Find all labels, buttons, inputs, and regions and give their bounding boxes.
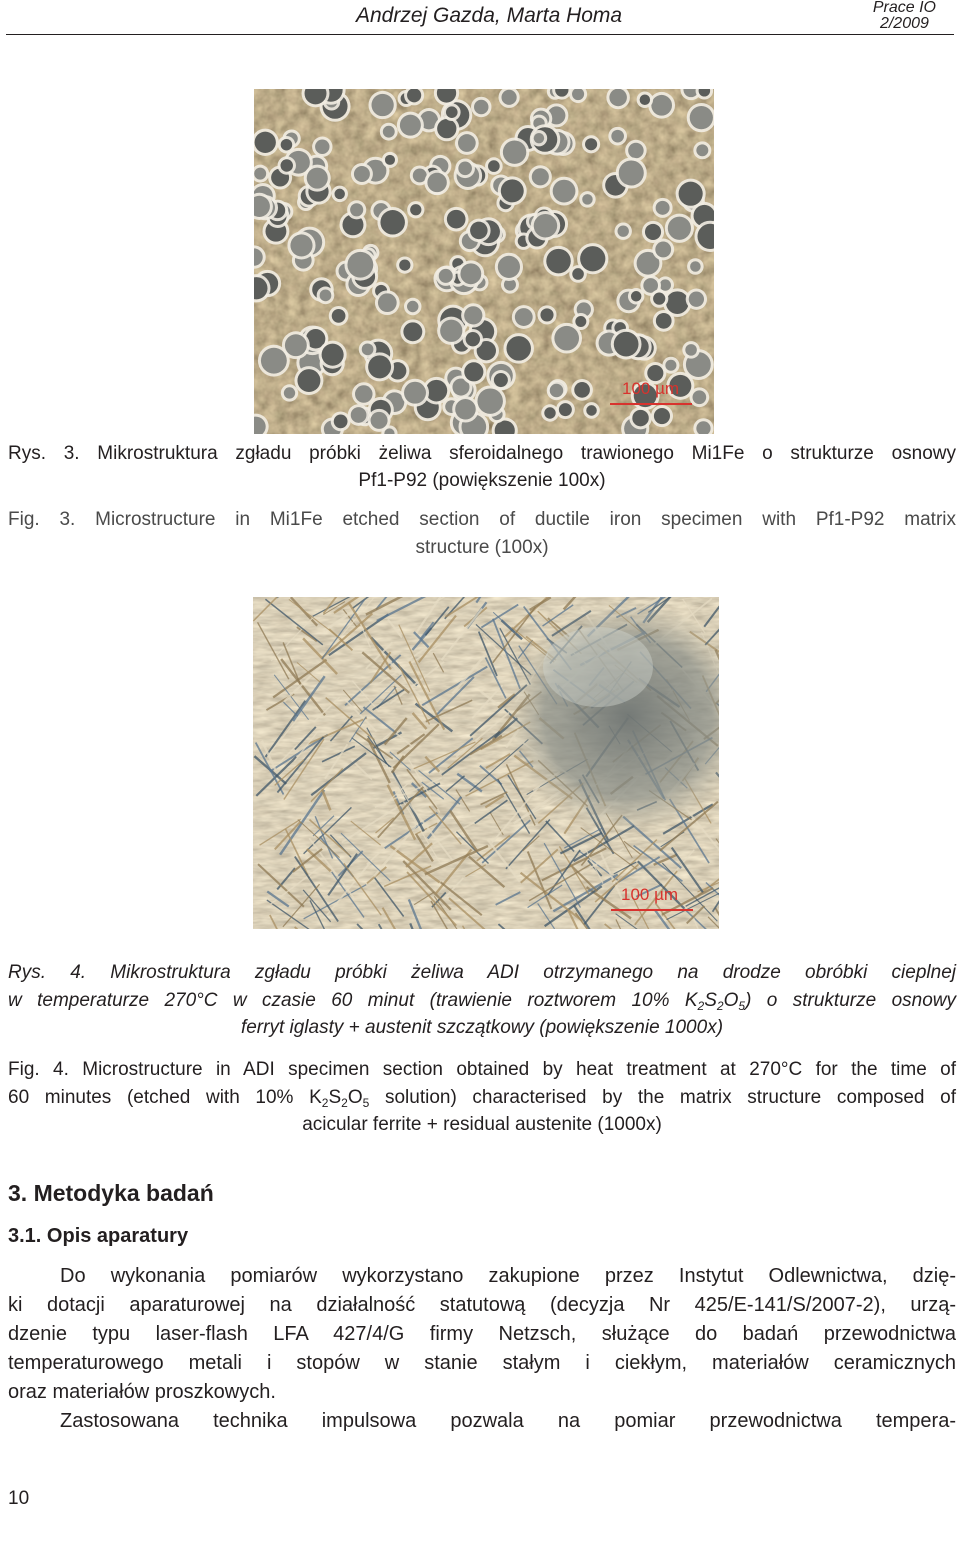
figure-4-caption-en-line3: acicular ferrite + residual austenite (1000x) bbox=[302, 1114, 662, 1135]
paragraph-1-line: ki dotacji aparaturowej na działalność statutową (decyzja Nr 425/E-141/S/2007-2), urzą- bbox=[8, 1294, 956, 1316]
journal-name: Prace IO bbox=[872, 0, 936, 16]
running-header-journal bbox=[873, 0, 936, 32]
paragraph-1-line: Do wykonania pomiarów wykorzystano zakupione przez Instytut Odlewnictwa, dzię- bbox=[60, 1265, 956, 1287]
section-heading: 3. Metodyka badań bbox=[8, 1180, 214, 1206]
header-rule bbox=[6, 34, 954, 35]
scale-bar bbox=[610, 403, 692, 405]
micrograph-image-adi bbox=[253, 597, 719, 929]
figure-4-caption-pl-line1: Rys. 4. Mikrostruktura zgładu próbki żeliwa ADI otrzymanego na drodze obróbki cieplnej bbox=[8, 962, 956, 983]
figure-4-caption-en-line1: Fig. 4. Microstructure in ADI specimen section obtained by heat treatment at 270°C for the time of bbox=[8, 1059, 956, 1080]
scale-label: 100 µm bbox=[621, 885, 679, 904]
scale-bar bbox=[611, 909, 693, 911]
figure-4-caption-pl-line3: ferryt iglasty + austenit szczątkowy (powiększenie 1000x) bbox=[240, 1017, 724, 1038]
figure-3-caption-pl-line1: Rys. 3. Mikrostruktura zgładu próbki żeliwa sferoidalnego trawionego Mi1Fe o strukturze osnowy bbox=[8, 443, 956, 464]
subsection-heading: 3.1. Opis aparatury bbox=[8, 1225, 189, 1247]
figure-4-caption-en-line2: 60 minutes (etched with 10% $K_2S_2O_5$ solution) characterised by the matrix structure composed of bbox=[8, 1087, 956, 1110]
figure-3-caption-en-line1: Fig. 3. Microstructure in Mi1Fe etched section of ductile iron specimen with Pf1-P92 matrix bbox=[8, 509, 956, 530]
scale-label: 100 µm bbox=[622, 379, 680, 398]
figure-3-micrograph bbox=[254, 89, 714, 434]
paragraph-2-line: Zastosowana technika impulsowa pozwala na pomiar przewodnictwa tempera- bbox=[60, 1410, 956, 1432]
page-number: 10 bbox=[8, 1488, 30, 1509]
paragraph-1-line: oraz materiałów proszkowych. bbox=[8, 1381, 276, 1403]
paragraph-1-line: temperaturowego metali i stopów w stanie stałym i ciekłym, materiałów ceramicznych bbox=[8, 1352, 956, 1374]
journal-issue: 2/2009 bbox=[879, 15, 929, 32]
figure-4-micrograph bbox=[253, 597, 719, 929]
figure-3-caption-en-line2: structure (100x) bbox=[415, 537, 549, 558]
figure-3-caption-pl-line2: Pf1-P92 (powiększenie 100x) bbox=[358, 470, 606, 491]
paragraph-1-line: dzenie typu laser-flash LFA 427/4/G firmy Netzsch, służące do badań przewodnictwa bbox=[8, 1323, 956, 1345]
figure-4-caption-pl-line2: w temperaturze 270°C w czasie 60 minut (trawienie roztworem 10% $K_2S_2O_5$) o strukturze osnowy bbox=[8, 990, 956, 1013]
paragraph-1 bbox=[8, 1262, 956, 1436]
running-header-authors: Andrzej Gazda, Marta Homa bbox=[356, 4, 623, 27]
